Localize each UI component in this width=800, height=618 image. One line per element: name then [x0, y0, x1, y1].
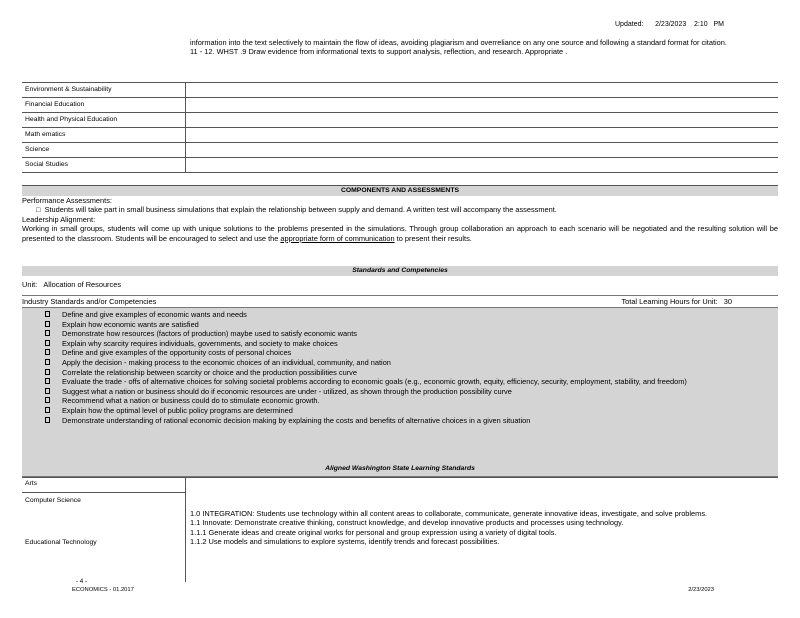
table-row	[22, 143, 778, 158]
objective-text: Define and give examples of economic wants and needs	[62, 310, 247, 319]
performance-section	[22, 196, 778, 243]
table-row	[22, 158, 778, 173]
objective-text: Demonstrate understanding of rational economic decision making by explaining the costs and benefits of alternative choices in a given situation	[62, 415, 531, 425]
checkbox-bullet-icon	[45, 397, 50, 403]
list-item	[22, 406, 778, 416]
total-hours	[621, 297, 732, 306]
checkbox-bullet-icon	[45, 378, 50, 384]
table-row	[22, 128, 778, 143]
subject-name: Social Studies	[22, 158, 186, 173]
checkbox-bullet-icon: □	[36, 205, 45, 215]
updated-date: 2/23/2023	[655, 21, 687, 28]
table-row	[22, 113, 778, 128]
list-item	[22, 329, 778, 339]
list-item	[22, 387, 778, 397]
updated-stamp	[615, 21, 724, 30]
course-footer: ECONOMICS - 01.2017	[72, 587, 134, 593]
objective-text: Evaluate the trade - offs of alternative choices for solving societal problems according to economic goals (e.g., economic growth, equity, efficiency, security, employment, stability, and freedom)	[62, 377, 687, 387]
subject-name: Science	[22, 143, 186, 158]
subject-content	[186, 128, 779, 143]
subject-content	[186, 158, 779, 173]
subject-name: Financial Education	[22, 98, 186, 113]
standard-line: 1.0 INTEGRATION: Students use technology within all content areas to collaborate, communicate, generate innovative ideas, investigate, and solve problems.	[190, 509, 708, 518]
standard-line: 1.1 Innovate: Demonstrate creative thinking, construct knowledge, and develop innovative products and processes using technology.	[190, 518, 624, 528]
educational-technology-label: Educational Technology	[25, 539, 97, 546]
list-item	[22, 377, 778, 387]
list-item	[22, 348, 778, 358]
intro-text	[190, 38, 746, 57]
unit-label: Unit:	[22, 280, 38, 289]
row-divider	[22, 492, 185, 493]
list-item	[22, 416, 778, 426]
standard-line: 1.1.2 Use models and simulations to explore systems, identify trends and forecast possibilities.	[190, 537, 500, 547]
performance-body: Students will take part in small business simulations that explain the relationship between supply and demand. A written test will accompany the assessment.	[44, 205, 557, 215]
list-item	[22, 320, 778, 330]
components-header: COMPONENTS AND ASSESSMENTS	[22, 185, 778, 196]
table-row	[22, 98, 778, 113]
standard-line: 1.1.1 Generate ideas and create original works for personal and group expression using a variety of digital tools.	[190, 527, 557, 537]
checkbox-bullet-icon	[45, 311, 50, 317]
subjects-table	[22, 82, 778, 173]
objective-text: Demonstrate how resources (factors of production) maybe used to satisfy economic wants	[62, 329, 357, 339]
subject-content	[186, 98, 779, 113]
subject-name: Math ematics	[22, 128, 186, 143]
checkbox-bullet-icon	[45, 369, 50, 375]
checkbox-bullet-icon	[45, 388, 50, 394]
performance-label: Performance Assessments:	[22, 196, 112, 205]
computer-science-label: Computer Science	[25, 497, 81, 504]
objectives-box	[22, 307, 778, 477]
total-hours-label: Total Learning Hours for Unit:	[621, 297, 718, 306]
aligned-standards-title: Aligned Washington State Learning Standards	[325, 465, 475, 473]
objective-text: Suggest what a nation or business should do if economic resources are under - utilized, as shown through the production possibility curve	[62, 386, 512, 396]
total-hours-value: 30	[723, 297, 732, 306]
performance-text	[22, 205, 778, 214]
updated-label: Updated:	[615, 21, 644, 28]
list-item	[22, 358, 778, 368]
checkbox-bullet-icon	[45, 321, 50, 327]
objective-text: Define and give examples of the opportunity costs of personal choices	[62, 348, 292, 358]
industry-line	[22, 295, 778, 306]
subject-name: Environment & Sustainability	[22, 83, 186, 98]
subject-content	[186, 83, 779, 98]
objective-text: Apply the decision - making process to the economic choices of an individual, community, and nation	[62, 357, 391, 367]
objective-text: Explain how the optimal level of public policy programs are determined	[62, 405, 293, 415]
leadership-label: Leadership Alignment:	[22, 214, 96, 224]
arts-label: Arts	[25, 480, 38, 487]
objective-text: Correlate the relationship between scarcity or choice and the production possibilities curve	[62, 367, 357, 377]
aligned-standards-table	[22, 477, 778, 582]
checkbox-bullet-icon	[45, 349, 50, 355]
footer-date: 2/23/2023	[688, 587, 714, 593]
checkbox-bullet-icon	[45, 340, 50, 346]
leadership-body-1: Working in small groups, students will come up with unique solutions to the problems presented in the simulations. Through group collaboration an approach to each scenario will be negotiated and the resulting solution will be presented to the classroom. Students will be encouraged to select and use the	[22, 224, 778, 243]
objective-text: Explain how economic wants are satisfied	[62, 319, 199, 329]
leadership-text	[22, 224, 778, 243]
ed-tech-standards	[190, 509, 746, 547]
checkbox-bullet-icon	[45, 330, 50, 336]
objective-text: Explain why scarcity requires individuals, governments, and society to make choices	[62, 338, 338, 348]
objectives-list	[22, 310, 778, 425]
unit-value: Allocation of Resources	[43, 280, 122, 289]
table-row	[22, 83, 778, 98]
column-divider	[185, 478, 186, 582]
industry-label: Industry Standards and/or Competencies	[22, 297, 157, 306]
checkbox-bullet-icon	[45, 417, 50, 423]
standards-header: Standards and Competencies	[22, 266, 778, 276]
list-item	[22, 396, 778, 406]
subject-content	[186, 113, 779, 128]
communication-link: appropriate form of communication	[280, 233, 395, 243]
unit-line	[22, 280, 778, 289]
objective-text: Recommend what a nation or business could do to stimulate economic growth.	[62, 396, 320, 406]
list-item	[22, 339, 778, 349]
checkbox-bullet-icon	[45, 359, 50, 365]
leadership-body-2: to present their results.	[394, 233, 472, 243]
updated-time: 2:10 PM	[694, 21, 724, 28]
checkbox-bullet-icon	[45, 407, 50, 413]
list-item	[22, 368, 778, 378]
subject-name: Health and Physical Education	[22, 113, 186, 128]
page-number: - 4 -	[76, 578, 88, 585]
subject-content	[186, 143, 779, 158]
intro-line-1: information into the text selectively to maintain the flow of ideas, avoiding plagiarism and overreliance on any one source and following a standard format for citation.	[190, 38, 727, 47]
intro-line-2: 11 - 12. WHST .9 Draw evidence from informational texts to support analysis, reflection, and research. Appropriate .	[190, 47, 568, 57]
list-item	[22, 310, 778, 320]
